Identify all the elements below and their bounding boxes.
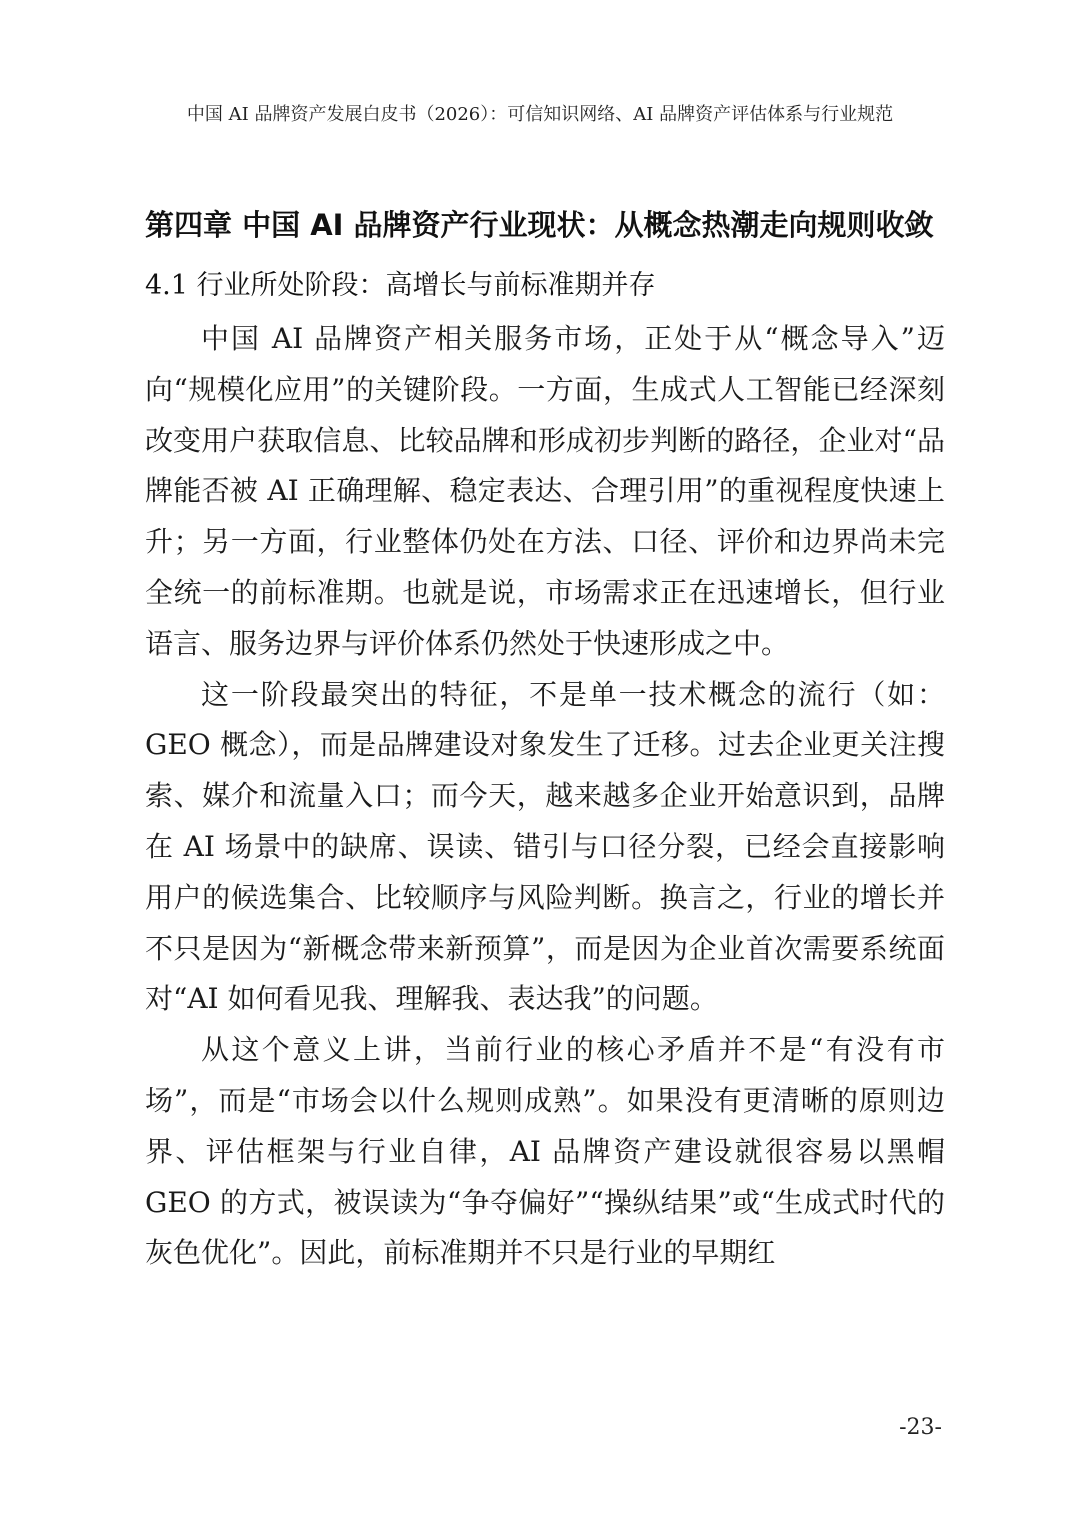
paragraph: 这一阶段最突出的特征，不是单一技术概念的流行（如：GEO 概念），而是品牌建设对象发生了迁移。过去企业更关注搜索、媒介和流量入口；而今天，越来越多企业开始意识到，品牌在 AI 场景中的缺席、误读、错引与口径分裂，已经会直接影响用户的候选集合、比较顺序与风险判断。换言之，行业的增长并不只是因为“新概念带来新预算”，而是因为企业首次需要系统面对“AI 如何看见我、理解我、表达我”的问题。 — [145, 677, 945, 1016]
chapter-title: 第四章 中国 AI 品牌资产行业现状：从概念热潮走向规则收敛 — [145, 208, 934, 242]
paragraph: 从这个意义上讲，当前行业的核心矛盾并不是“有没有市场”，而是“市场会以什么规则成熟”。如果没有更清晰的原则边界、评估框架与行业自律，AI 品牌资产建设就很容易以黑帽 GEO 的方式，被误读为“争夺偏好”“操纵结果”或“生成式时代的灰色优化”。因此，前标准期并不只是行业的早期红 — [145, 1033, 945, 1270]
paragraph: 中国 AI 品牌资产相关服务市场，正处于从“概念导入”迈向“规模化应用”的关键阶段。一方面，生成式人工智能已经深刻改变用户获取信息、比较品牌和形成初步判断的路径，企业对“品牌能否被 AI 正确理解、稳定表达、合理引用”的重视程度快速上升；另一方面，行业整体仍处在方法、口径、评价和边界尚未完全统一的前标准期。也就是说，市场需求正在迅速增长，但行业语言、服务边界与评价体系仍然处于快速形成之中。 — [145, 322, 945, 660]
page-number: -23- — [899, 1415, 942, 1440]
running-header: 中国 AI 品牌资产发展白皮书（2026）：可信知识网络、AI 品牌资产评估体系与行业规范 — [186, 104, 894, 125]
section-title: 4.1 行业所处阶段：高增长与前标准期并存 — [145, 270, 656, 301]
body-text — [145, 314, 945, 1279]
